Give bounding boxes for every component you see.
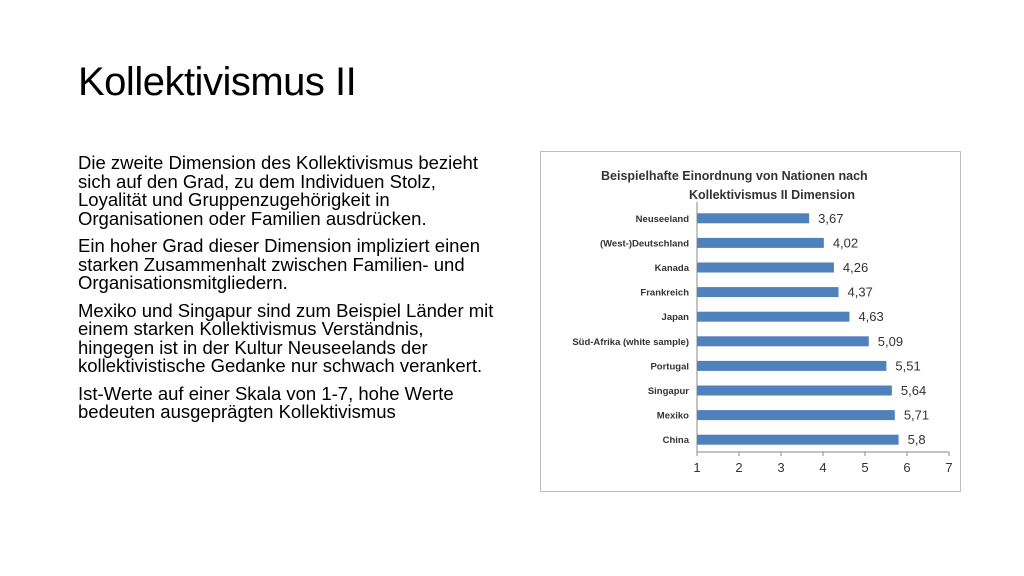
- data-label: 4,37: [847, 284, 873, 300]
- bar: [697, 361, 886, 371]
- slide-title: Kollektivismus II: [78, 60, 357, 104]
- x-tick-label: 7: [945, 460, 953, 475]
- paragraph-1: Die zweite Dimension des Kollektivismus bezieht sich auf den Grad, zu dem Individuen Stolz, Loyalität und Gruppenzugehörigkeit in Organisationen oder Familien ausdrücken.: [78, 152, 478, 229]
- chart-frame: [540, 151, 961, 492]
- bar: [697, 386, 892, 396]
- category-label: Kanada: [654, 263, 689, 274]
- category-label: China: [662, 435, 689, 447]
- body-text: [78, 154, 498, 431]
- category-label: Portugal: [650, 361, 689, 373]
- x-tick-label: 6: [903, 460, 911, 475]
- x-tick-label: 5: [861, 460, 869, 475]
- bars-layer: [572, 211, 929, 447]
- bar-chart: [541, 152, 959, 490]
- x-tick-label: 1: [693, 460, 701, 475]
- bar: [697, 435, 899, 445]
- paragraph-4: Ist-Werte auf einer Skala von 1-7, hohe Werte bedeuten ausgeprägten Kollektivismus: [78, 382, 454, 422]
- x-tick-label: 4: [819, 460, 827, 475]
- data-label: 5,09: [877, 333, 904, 349]
- data-label: 5,64: [900, 383, 927, 398]
- paragraph-3: Mexiko und Singapur sind zum Beispiel Länder mit einem starken Kollektivismus Verständnis, hingegen ist in der Kultur Neuseelands der kollektivistische Gedanke nur schwach verankert.: [78, 299, 494, 376]
- data-label: 4,02: [832, 235, 859, 251]
- chart-title-line-2: Kollektivismus II Dimension: [689, 188, 856, 202]
- category-label: Singapur: [647, 386, 689, 397]
- category-label: (West-)Deutschland: [599, 238, 689, 250]
- category-label: Frankreich: [640, 287, 689, 299]
- data-label: 3,67: [818, 210, 844, 226]
- x-tick-label: 2: [735, 460, 743, 475]
- bar: [697, 238, 824, 248]
- paragraph-2: Ein hoher Grad dieser Dimension impliziert einen starken Zusammenhalt zwischen Familien- und Organisationsmitgliedern.: [78, 235, 481, 293]
- category-label: Japan: [661, 312, 689, 324]
- chart-title-line-1: Beispielhafte Einordnung von Nationen nach: [601, 169, 868, 183]
- data-label: 5,8: [907, 432, 926, 448]
- bar: [697, 213, 809, 223]
- bar: [697, 263, 834, 273]
- data-label: 5,51: [895, 358, 921, 374]
- bar: [697, 336, 869, 346]
- bar: [697, 312, 849, 322]
- bar: [697, 287, 839, 297]
- category-label: Süd-Afrika (white sample): [572, 336, 689, 348]
- data-label: 4,63: [858, 309, 884, 325]
- x-tick-label: 3: [777, 460, 785, 475]
- bar: [697, 410, 895, 420]
- category-label: Neuseeland: [635, 213, 689, 225]
- data-label: 5,71: [903, 407, 930, 423]
- data-label: 4,26: [842, 260, 869, 275]
- category-label: Mexiko: [656, 410, 689, 422]
